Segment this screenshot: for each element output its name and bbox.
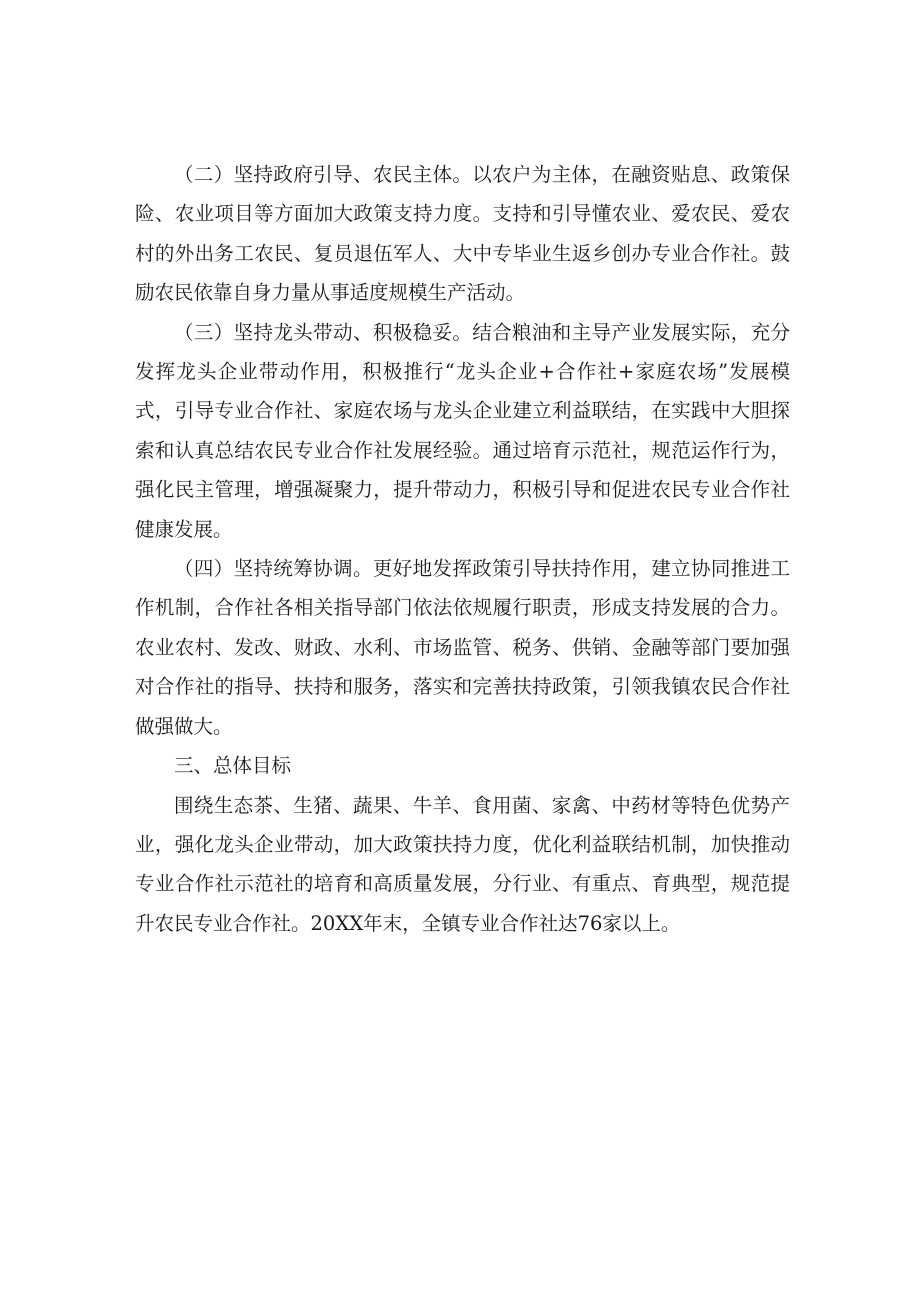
paragraph-overall-goals: 围绕生态茶、生猪、蔬果、牛羊、食用菌、家禽、中药材等特色优势产业，强化龙头企业带动，加大政策扶持力度，优化利益联结机制，加快推动专业合作社示范社的培育和高质量发展，分行业、有重点、育典型，规范提升农民专业合作社。20XX年末，全镇专业合作社达76家以上。 bbox=[135, 793, 790, 935]
paragraph-principle-three: （三）坚持龙头带动、积极稳妥。结合粮油和主导产业发展实际，充分发挥龙头企业带动作用，积极推行“龙头企业+合作社+家庭农场”发展模式，引导专业合作社、家庭农场与龙头企业建立利益联结，在实践中大胆探索和认真总结农民专业合作社发展经验。通过培育示范社，规范运作行为，强化民主管理，增强凝聚力，提升带动力，积极引导和促进农民专业合作社健康发展。 bbox=[135, 320, 790, 541]
paragraph-principle-four: （四）坚持统筹协调。更好地发挥政策引导扶持作用，建立协同推进工作机制，合作社各相关指导部门依法依规履行职责，形成支持发展的合力。农业农村、发改、财政、水利、市场监管、税务、供销、金融等部门要加强对合作社的指导、扶持和服务，落实和完善扶持政策，引领我镇农民合作社做强做大。 bbox=[135, 557, 790, 738]
section-heading-overall-goals: 三、总体目标 bbox=[174, 754, 292, 778]
paragraph-principle-two: （二）坚持政府引导、农民主体。以农户为主体，在融资贴息、政策保险、农业项目等方面加大政策支持力度。支持和引导懂农业、爱农民、爱农村的外出务工农民、复员退伍军人、大中专毕业生返乡创办专业合作社。鼓励农民依靠自身力量从事适度规模生产活动。 bbox=[135, 163, 790, 305]
document-body bbox=[135, 155, 790, 943]
